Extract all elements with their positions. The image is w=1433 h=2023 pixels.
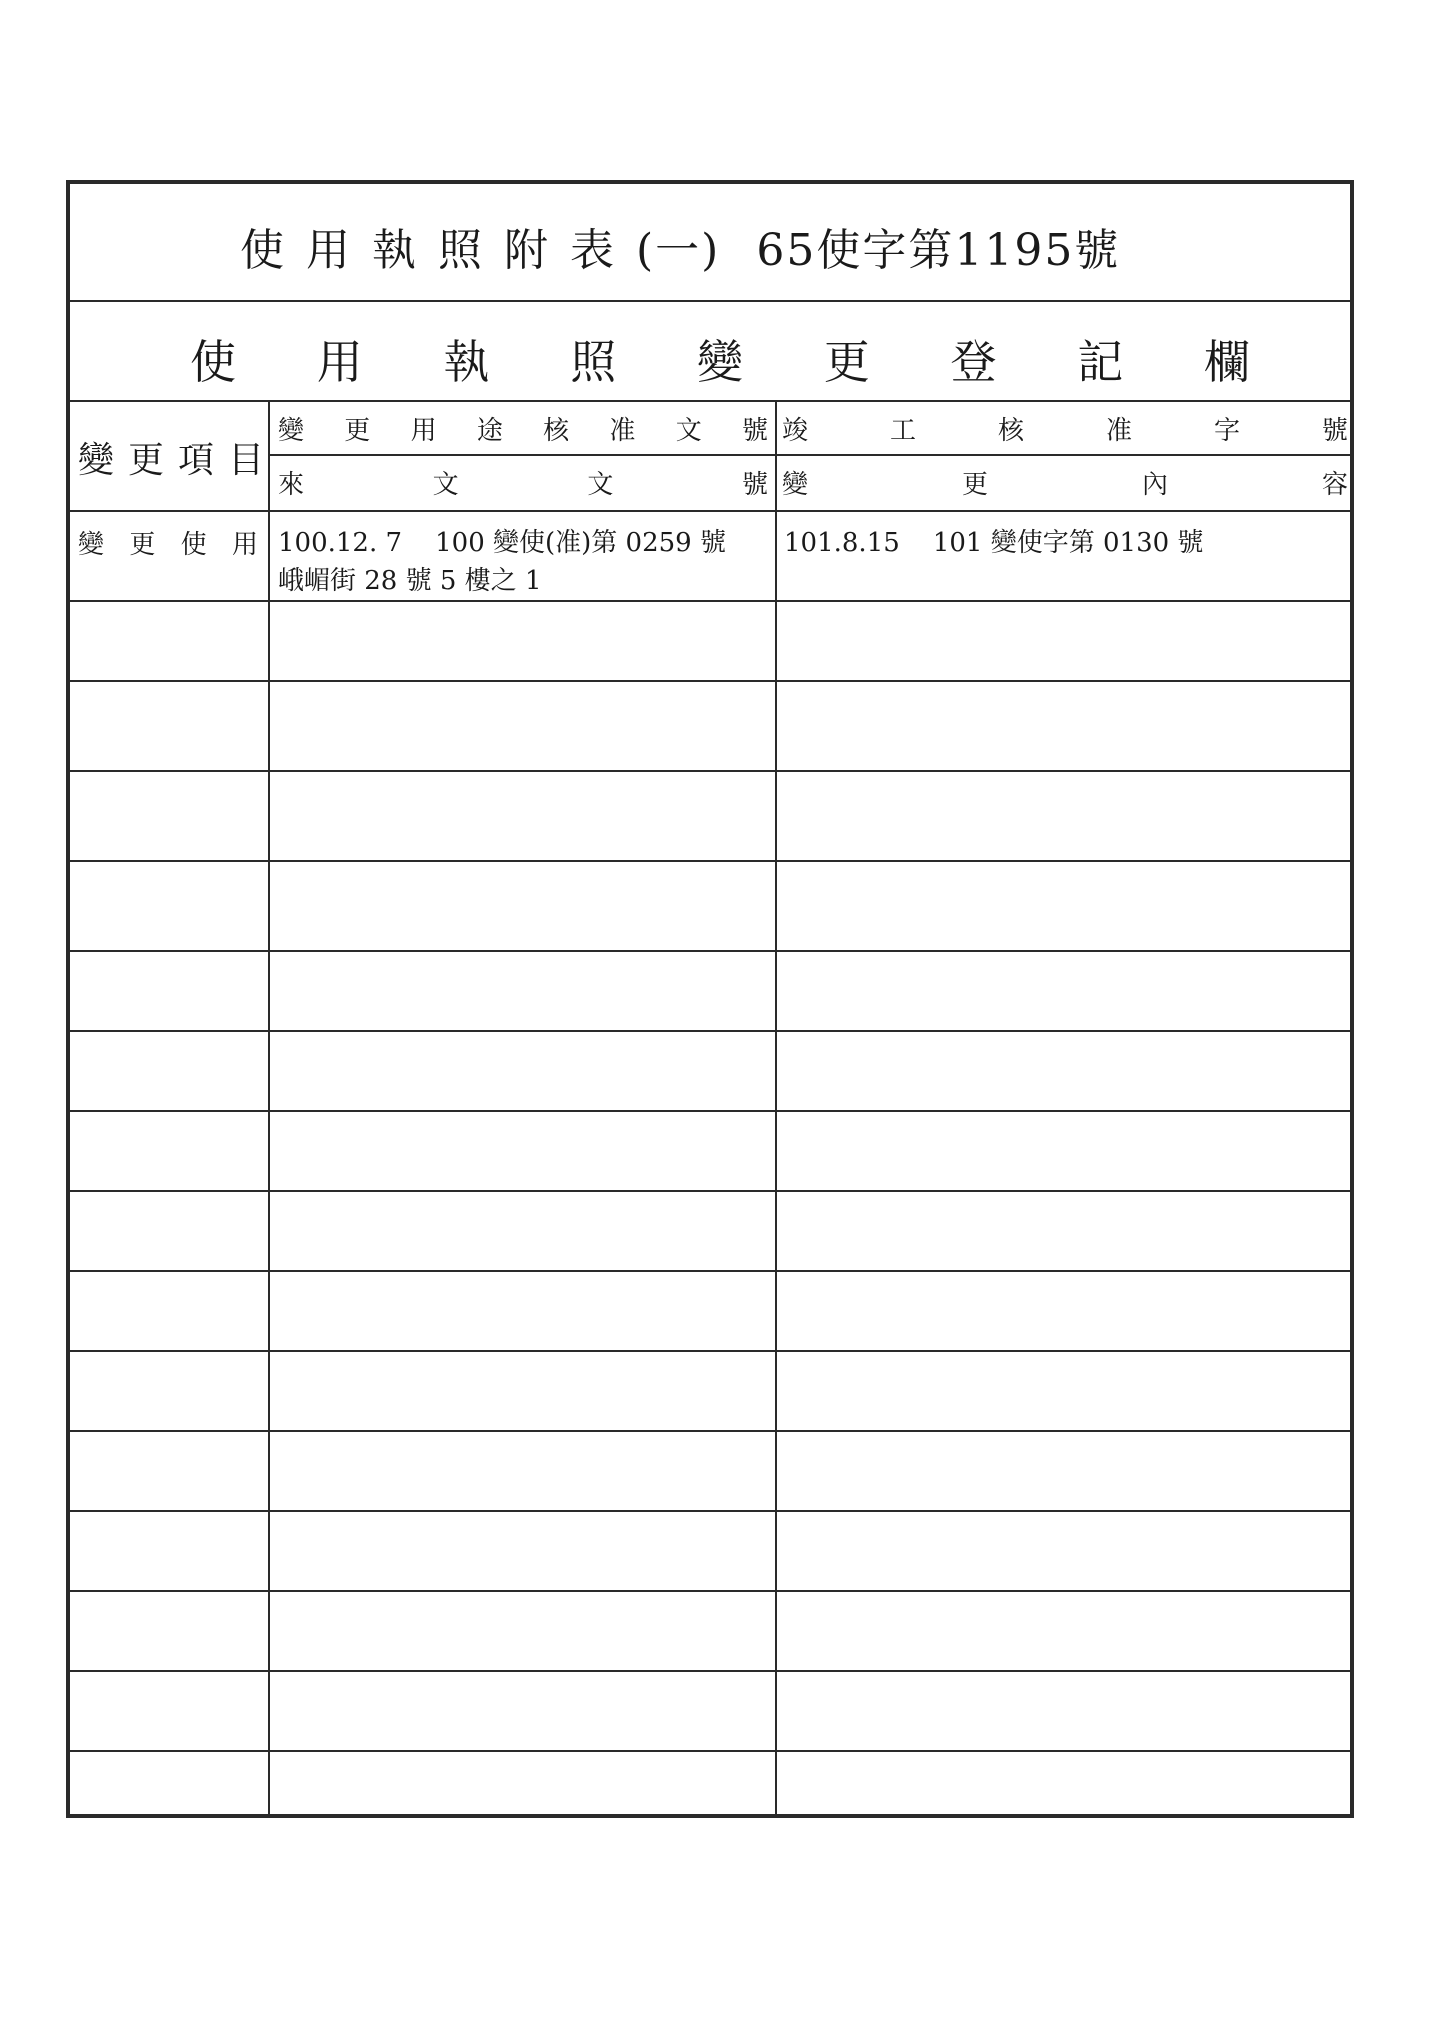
table-row <box>70 1512 1350 1592</box>
table-row <box>70 952 1350 1032</box>
heading-char: 更 <box>823 335 870 389</box>
table-row <box>70 1112 1350 1192</box>
table-row <box>70 1192 1350 1272</box>
heading-char: 照 <box>570 335 617 389</box>
heading-char: 欄 <box>1204 335 1250 389</box>
table-row <box>70 602 1350 682</box>
table-row <box>70 1672 1350 1752</box>
title-suffix: (一) <box>636 225 721 276</box>
approval-column-header: 變 更 用 途 核 准 文 號 <box>278 416 768 446</box>
table-row <box>70 682 1350 772</box>
title-row <box>70 184 1350 302</box>
item-column-header: 變 更 項 目 <box>78 440 264 481</box>
heading-char: 變 <box>697 335 743 389</box>
table-row <box>70 1352 1350 1432</box>
incoming-column-header: 來 文 文 號 <box>278 470 768 500</box>
heading-row <box>70 302 1350 402</box>
license-number: 65使字第1195號 <box>756 225 1121 276</box>
usage-license-attachment-table <box>66 180 1354 1818</box>
record-grid <box>70 402 1350 1818</box>
header-split-line <box>268 454 1350 456</box>
completion-column-header: 竣 工 核 准 字 號 <box>782 416 1348 446</box>
table-row <box>70 1592 1350 1672</box>
entry-address: 峨嵋街 28 號 5 樓之 1 <box>278 566 542 596</box>
heading-char: 記 <box>1077 335 1124 389</box>
table-row <box>70 862 1350 952</box>
table-row <box>70 1032 1350 1112</box>
page-title <box>240 214 1120 278</box>
heading-char: 執 <box>443 335 490 389</box>
heading-char: 登 <box>950 335 997 389</box>
table-row <box>70 1272 1350 1352</box>
title-prefix: 使用執照附表 <box>240 225 636 276</box>
entry-item: 變 更 使 用 <box>78 530 258 560</box>
content-column-header: 變 更 內 容 <box>782 470 1348 500</box>
entry-completion-number: 101.8.15 101 變使字第 0130 號 <box>784 528 1204 558</box>
heading-char: 使 <box>190 335 236 389</box>
heading-char: 用 <box>316 335 363 389</box>
section-heading <box>70 326 1350 392</box>
entry-approval-number: 100.12. 7 100 變使(准)第 0259 號 <box>278 528 726 558</box>
table-row <box>70 1432 1350 1512</box>
table-row <box>70 772 1350 862</box>
